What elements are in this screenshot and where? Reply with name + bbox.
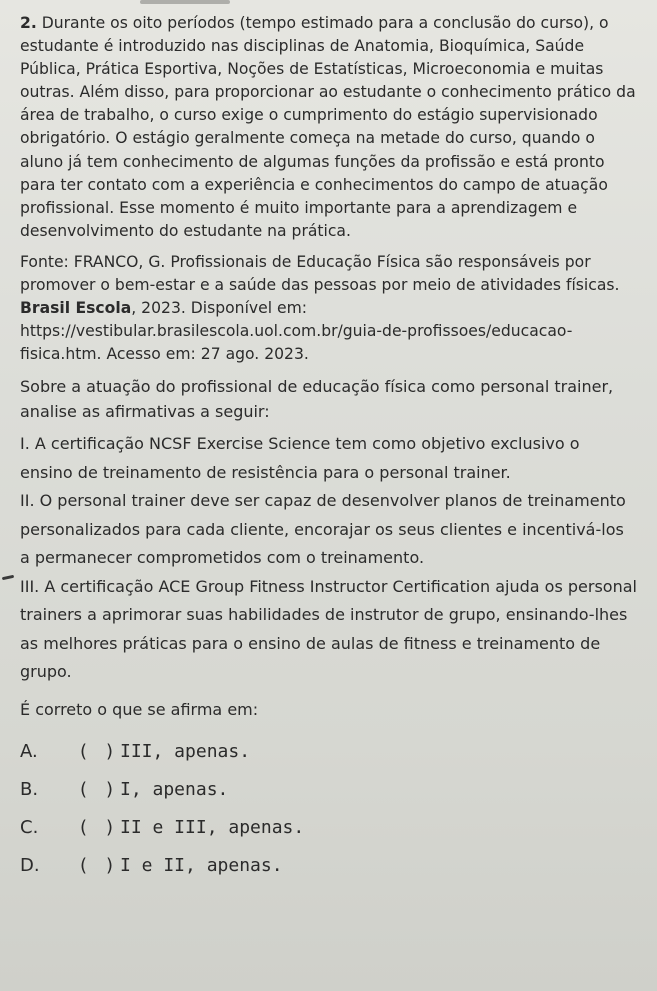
option-text: I e II, apenas.: [120, 855, 283, 877]
statement-2: II. O personal trainer deve ser capaz de desenvolver planos de treinamento personalizados para cada cliente, encorajar os seus clientes e incentivá-los a permanecer comprometidos com o treinamento.: [20, 491, 626, 568]
option-text: III, apenas.: [120, 741, 251, 763]
option-checkbox-open: (: [80, 741, 88, 763]
option-d[interactable]: [20, 847, 637, 885]
option-letter: B.: [20, 779, 39, 801]
source-prefix: Fonte: FRANCO, G. Profissionais de Educação Física são responsáveis por promover o bem-estar e a saúde das pessoas por meio de atividades físicas.: [20, 252, 620, 295]
option-b[interactable]: [20, 771, 637, 809]
prompt-text: Sobre a atuação do profissional de educação física como personal trainer, analise as afirmativas a seguir:: [20, 377, 614, 422]
option-text: II e III, apenas.: [120, 817, 305, 839]
option-text: I, apenas.: [120, 779, 229, 801]
option-checkbox-open: (: [80, 779, 88, 801]
option-checkbox-close: ): [106, 779, 114, 801]
intro-text: Durante os oito períodos (tempo estimado para a conclusão do curso), o estudante é introduzido nas disciplinas de Anatomia, Bioquímica, Saúde Pública, Prática Esportiva, Noções de Estatísticas, Microeconomia e muitas outras. Além disso, para proporcionar ao estudante o conhecimento prático da área de trabalho, o curso exige o cumprimento do estágio supervisionado obrigatório. O estágio geralmente começa na metade do curso, quando o aluno já tem conhecimento de algumas funções da profissão e está pronto para ter contato com a experiência e conhecimentos do campo de atuação profissional. Esse momento é muito importante para a aprendizagem e desenvolvimento do estudante na prática.: [20, 14, 636, 240]
option-a[interactable]: [20, 733, 637, 771]
source-suffix: , 2023. Disponível em: https://vestibular.brasilescola.uol.com.br/guia-de-profissoes/educacao-fisica.htm. Acesso em: 27 ago. 2023.: [20, 299, 573, 364]
statement-1: I. A certificação NCSF Exercise Science tem como objetivo exclusivo o ensino de treinamento de resistência para o personal trainer.: [20, 434, 580, 482]
answer-options: [20, 733, 637, 885]
option-letter: D.: [20, 855, 40, 877]
option-c[interactable]: [20, 809, 637, 847]
option-letter: A.: [20, 741, 38, 763]
question-text: É correto o que se afirma em:: [20, 699, 259, 719]
question-number: 2.: [20, 14, 37, 32]
option-checkbox-close: ): [106, 741, 114, 763]
option-checkbox-open: (: [80, 855, 88, 877]
option-checkbox-close: ): [106, 855, 114, 877]
option-letter: C.: [20, 817, 39, 839]
option-checkbox-close: ): [106, 817, 114, 839]
statements-list: [20, 430, 637, 687]
source-publication: Brasil Escola: [20, 299, 132, 318]
statement-3: III. A certificação ACE Group Fitness Instructor Certification ajuda os personal trainers a aprimorar suas habilidades de instrutor de grupo, ensinando-lhes as melhores práticas para o ensino de aulas de fitness e treinamento de grupo.: [20, 576, 637, 682]
source-citation: [20, 251, 637, 366]
intro-paragraph: [20, 12, 637, 243]
option-checkbox-open: (: [80, 817, 88, 839]
